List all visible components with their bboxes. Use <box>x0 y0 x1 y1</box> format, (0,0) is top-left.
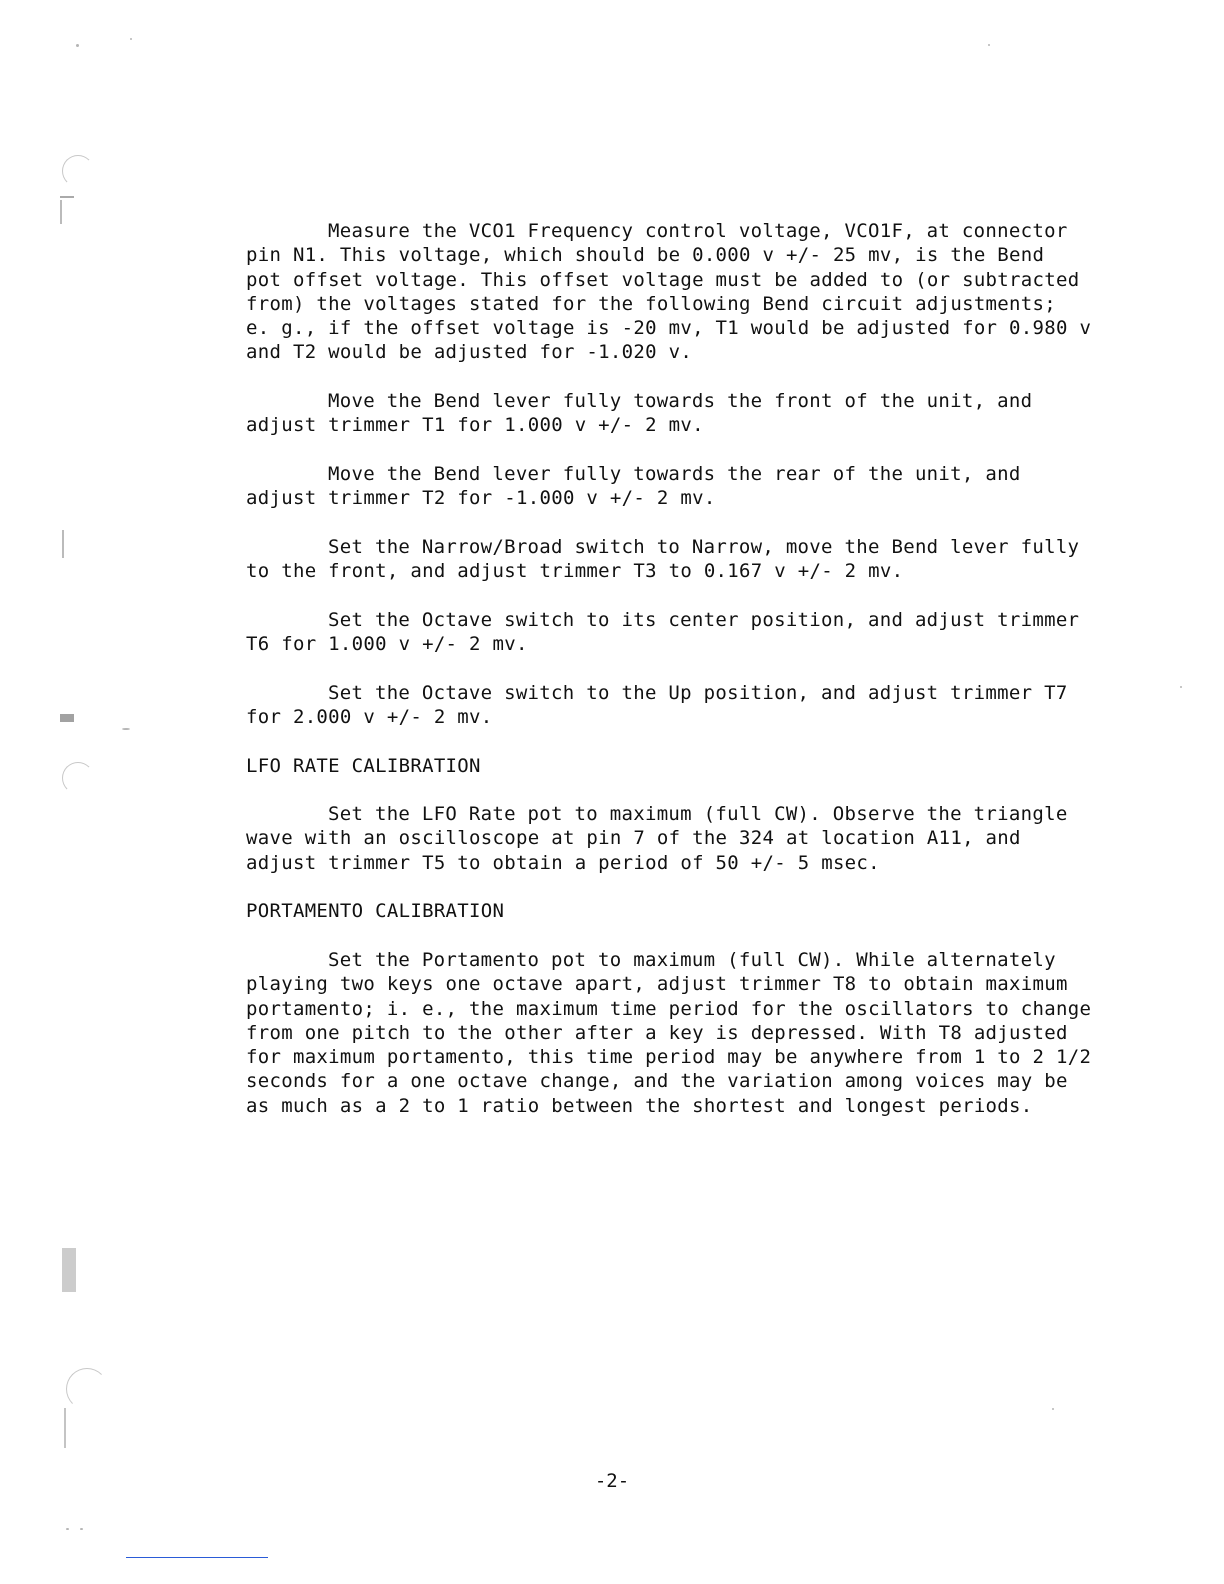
footer-rule <box>126 1557 268 1558</box>
scan-speck <box>1052 1408 1054 1410</box>
scan-mark <box>64 1408 66 1448</box>
paragraph-lfo-rate: Set the LFO Rate pot to maximum (full CW). Observe the triangle wave with an oscilloscope at pin 7 of the 324 at location A11, and adjust trimmer T5 to obtain a period of 50 +/- 5 msec. <box>246 803 1068 874</box>
scan-speck <box>66 1528 69 1530</box>
page-number: -2- <box>594 1470 630 1492</box>
paragraph-bend-offset: Measure the VCO1 Frequency control voltage, VCO1F, at connector pin N1. This voltage, which should be 0.000 v +/- 25 mv, is the Bend pot offset voltage. This offset voltage must be added to (or subtracted from) the voltages stated for the following Bend circuit adjustments; e. g., if the offset voltage is -20 mv, T1 would be adjusted for 0.980 v and T2 would be adjusted for -1.020 v. <box>246 220 1092 364</box>
paragraph-trimmer-t7: Set the Octave switch to the Up position, and adjust trimmer T7 for 2.000 v +/- 2 mv. <box>246 681 1068 728</box>
scan-speck <box>80 1528 83 1530</box>
scan-mark <box>60 196 74 198</box>
document-body <box>246 219 1116 1142</box>
scan-speck <box>988 44 990 46</box>
scan-mark <box>60 200 62 224</box>
scan-mark <box>60 714 74 722</box>
scan-speck <box>122 728 130 730</box>
paragraph-trimmer-t1: Move the Bend lever fully towards the front of the unit, and adjust trimmer T1 for 1.000 v +/- 2 mv. <box>246 390 1033 437</box>
section-heading-portamento: PORTAMENTO CALIBRATION <box>246 900 505 923</box>
scan-hole-arc <box>66 1368 108 1410</box>
scan-speck <box>76 44 79 47</box>
paragraph-portamento: Set the Portamento pot to maximum (full CW). While alternately playing two keys one octave apart, adjust trimmer T8 to obtain maximum portamento; i. e., the maximum time period for the oscillators to change from one pitch to the other after a key is depressed. With T8 adjusted for maximum portamento, this time period may be anywhere from 1 to 2 1/2 seconds for a one octave change, and the variation among voices may be as much as a 2 to 1 ratio between the shortest and longest periods. <box>246 948 1092 1117</box>
scan-speck <box>1180 686 1182 688</box>
scan-hole-arc <box>62 762 94 794</box>
scan-hole-arc <box>62 155 94 187</box>
scan-mark <box>62 530 64 558</box>
paragraph-trimmer-t6: Set the Octave switch to its center position, and adjust trimmer T6 for 1.000 v +/- 2 mv. <box>246 608 1080 656</box>
scan-speck <box>130 38 132 40</box>
section-heading-lfo-rate: LFO RATE CALIBRATION <box>246 754 481 777</box>
scan-mark <box>62 1248 76 1292</box>
paragraph-trimmer-t2: Move the Bend lever fully towards the rear of the unit, and adjust trimmer T2 for -1.000 v +/- 2 mv. <box>246 462 1021 510</box>
paragraph-trimmer-t3: Set the Narrow/Broad switch to Narrow, move the Bend lever fully to the front, and adjust trimmer T3 to 0.167 v +/- 2 mv. <box>246 535 1080 583</box>
